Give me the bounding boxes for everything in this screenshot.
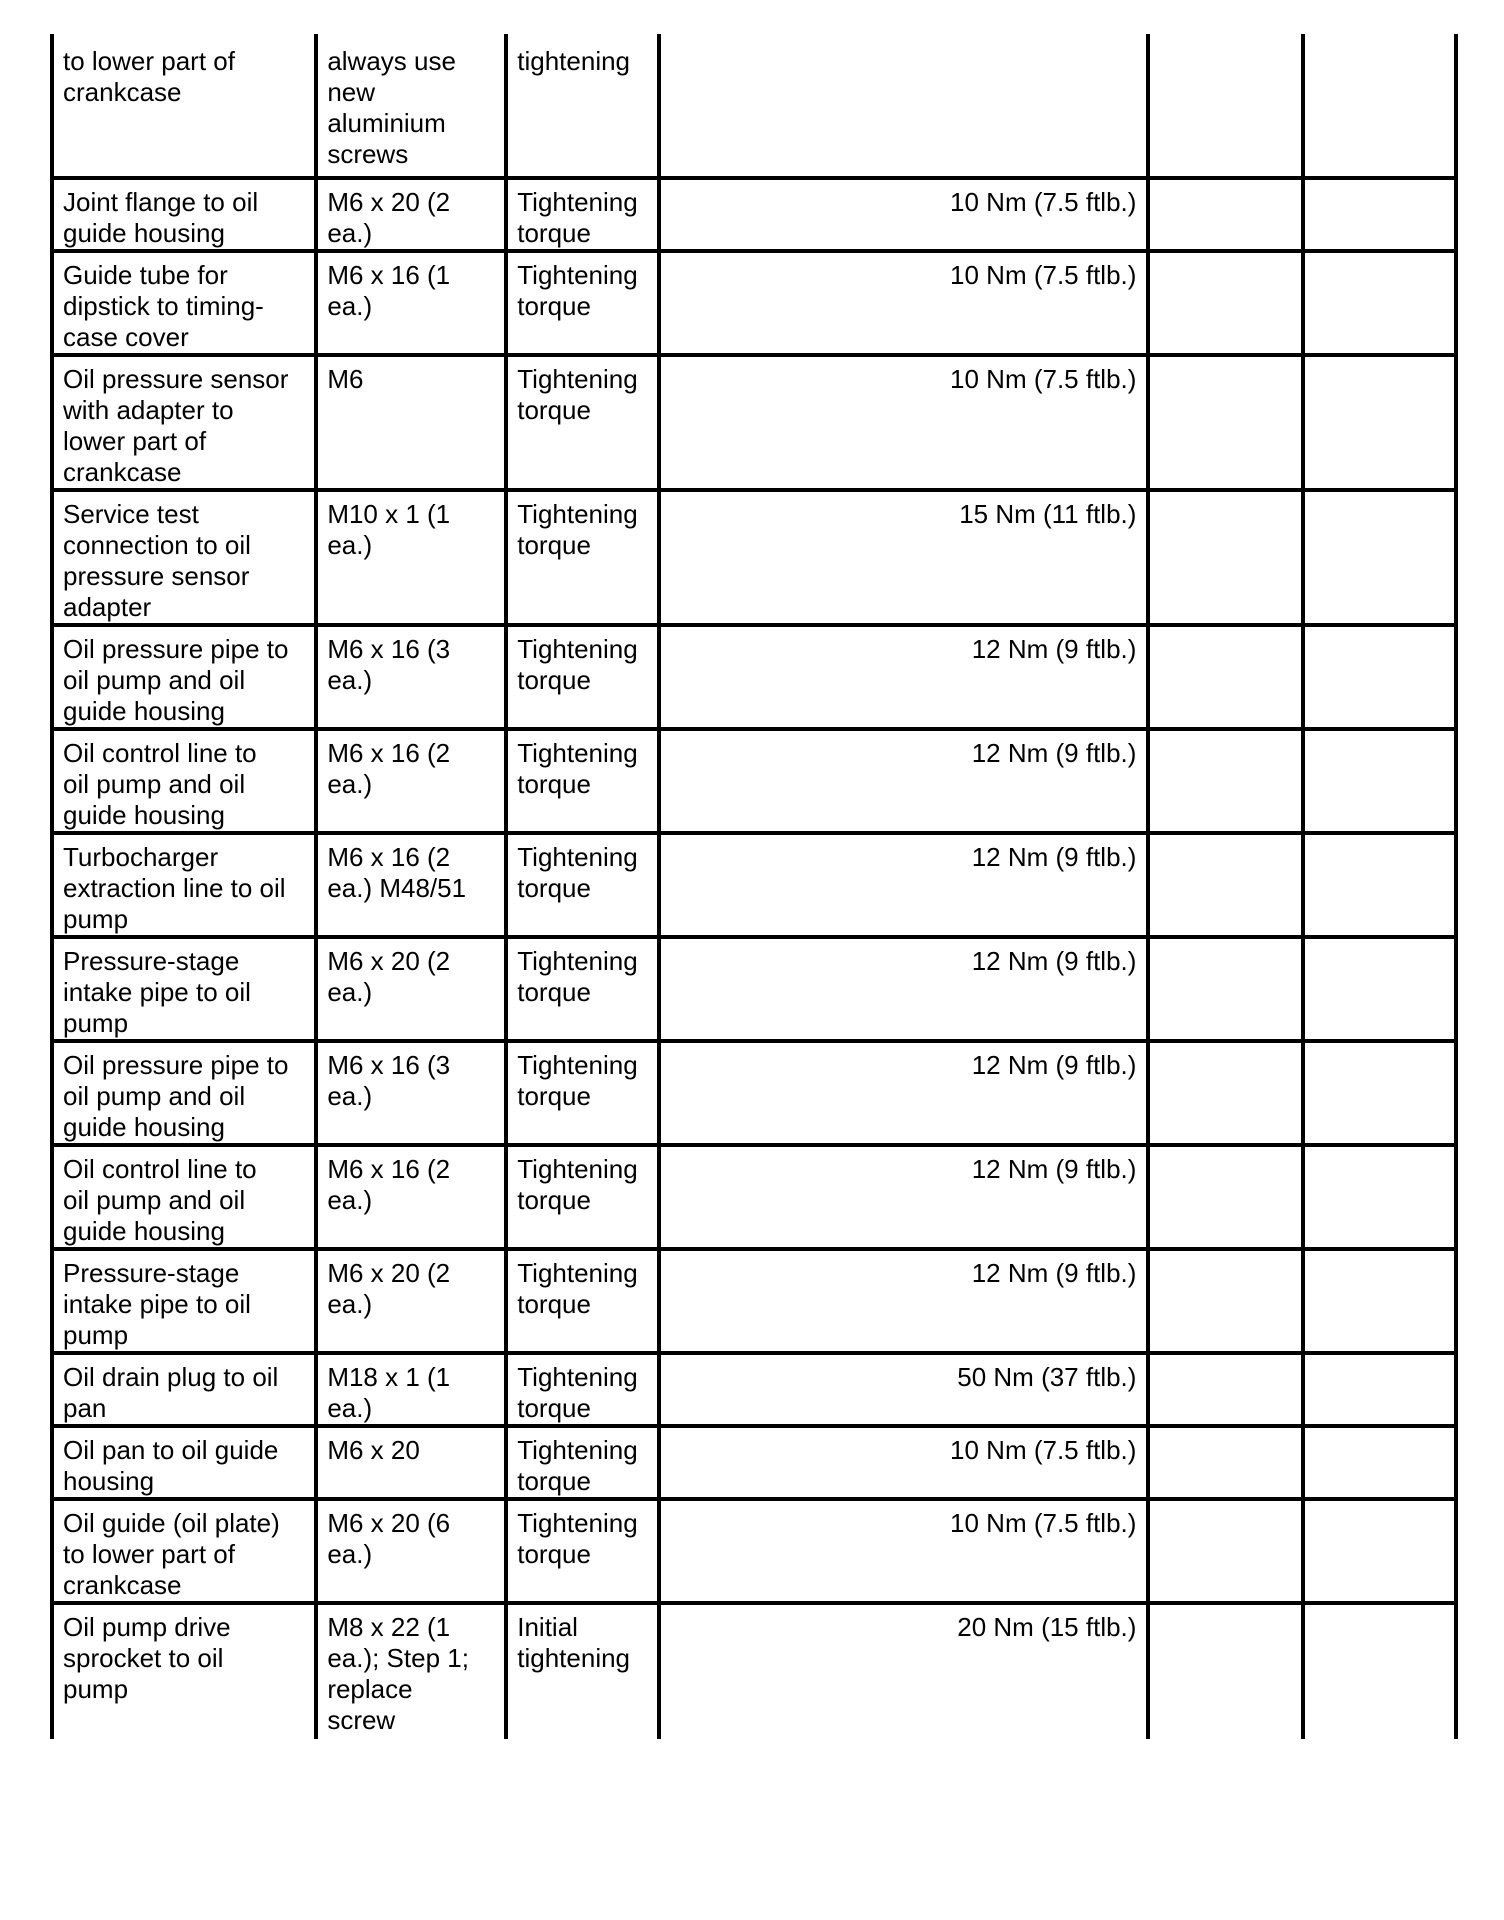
cell-fastener: M18 x 1 (1 ea.)	[316, 1353, 506, 1426]
table-row	[52, 625, 1456, 729]
cell-blank-1	[1148, 178, 1303, 251]
cell-blank-1	[1148, 937, 1303, 1041]
cell-blank-2	[1303, 833, 1456, 937]
cell-fastener: M6 x 20 (2 ea.)	[316, 1249, 506, 1353]
cell-torque-value: 12 Nm (9 ftlb.)	[659, 1041, 1148, 1145]
cell-blank-1	[1148, 251, 1303, 355]
cell-blank-1	[1148, 1041, 1303, 1145]
cell-blank-2	[1303, 729, 1456, 833]
cell-blank-1	[1148, 1145, 1303, 1249]
cell-torque-type: Tightening torque	[506, 729, 659, 833]
cell-component: Oil pressure pipe to oil pump and oil guide housing	[52, 1041, 316, 1145]
cell-component: Pressure-stage intake pipe to oil pump	[52, 937, 316, 1041]
cell-component: Pressure-stage intake pipe to oil pump	[52, 1249, 316, 1353]
table-row	[52, 178, 1456, 251]
cell-blank-1	[1148, 1603, 1303, 1739]
cell-blank-2	[1303, 1249, 1456, 1353]
cell-torque-type: Tightening torque	[506, 1353, 659, 1426]
cell-blank-2	[1303, 1041, 1456, 1145]
cell-fastener: M6 x 20 (2 ea.)	[316, 937, 506, 1041]
cell-blank-1	[1148, 625, 1303, 729]
cell-component: Turbocharger extraction line to oil pump	[52, 833, 316, 937]
table-row	[52, 729, 1456, 833]
cell-torque-value: 12 Nm (9 ftlb.)	[659, 833, 1148, 937]
cell-torque-value: 50 Nm (37 ftlb.)	[659, 1353, 1148, 1426]
cell-blank-1	[1148, 355, 1303, 490]
cell-blank-2	[1303, 937, 1456, 1041]
cell-component: Oil control line to oil pump and oil guide housing	[52, 1145, 316, 1249]
table-row	[52, 1426, 1456, 1499]
cell-component: to lower part of crankcase	[52, 34, 316, 178]
cell-blank-2	[1303, 1145, 1456, 1249]
cell-torque-type: Tightening torque	[506, 937, 659, 1041]
table-row	[52, 34, 1456, 178]
cell-torque-value: 12 Nm (9 ftlb.)	[659, 625, 1148, 729]
cell-torque-type: Tightening torque	[506, 178, 659, 251]
cell-torque-value: 10 Nm (7.5 ftlb.)	[659, 178, 1148, 251]
cell-torque-value: 12 Nm (9 ftlb.)	[659, 729, 1148, 833]
table-row	[52, 833, 1456, 937]
cell-blank-2	[1303, 34, 1456, 178]
cell-blank-2	[1303, 178, 1456, 251]
cell-component: Oil pan to oil guide housing	[52, 1426, 316, 1499]
cell-torque-value: 12 Nm (9 ftlb.)	[659, 1145, 1148, 1249]
table-row	[52, 1041, 1456, 1145]
cell-fastener: M6 x 16 (3 ea.)	[316, 1041, 506, 1145]
cell-blank-1	[1148, 1249, 1303, 1353]
cell-torque-type: Tightening torque	[506, 833, 659, 937]
table-row	[52, 1603, 1456, 1739]
table-row	[52, 1353, 1456, 1426]
cell-torque-value	[659, 34, 1148, 178]
cell-blank-2	[1303, 355, 1456, 490]
cell-torque-type: Tightening torque	[506, 1426, 659, 1499]
cell-blank-1	[1148, 833, 1303, 937]
cell-torque-value: 12 Nm (9 ftlb.)	[659, 937, 1148, 1041]
torque-spec-table	[50, 34, 1458, 1739]
cell-torque-type: Tightening torque	[506, 625, 659, 729]
table-row	[52, 1499, 1456, 1603]
cell-fastener: M6 x 16 (1 ea.)	[316, 251, 506, 355]
cell-component: Guide tube for dipstick to timing- case cover	[52, 251, 316, 355]
table-row	[52, 355, 1456, 490]
cell-fastener: always use new aluminium screws	[316, 34, 506, 178]
cell-blank-2	[1303, 625, 1456, 729]
cell-torque-value: 10 Nm (7.5 ftlb.)	[659, 1426, 1148, 1499]
cell-torque-type: tightening	[506, 34, 659, 178]
cell-fastener: M6 x 20	[316, 1426, 506, 1499]
cell-torque-type: Tightening torque	[506, 1249, 659, 1353]
cell-blank-2	[1303, 1499, 1456, 1603]
cell-torque-value: 10 Nm (7.5 ftlb.)	[659, 1499, 1148, 1603]
cell-fastener: M6 x 20 (6 ea.)	[316, 1499, 506, 1603]
cell-torque-value: 10 Nm (7.5 ftlb.)	[659, 355, 1148, 490]
table-row	[52, 1249, 1456, 1353]
cell-component: Oil drain plug to oil pan	[52, 1353, 316, 1426]
cell-component: Oil pressure sensor with adapter to lower part of crankcase	[52, 355, 316, 490]
cell-torque-type: Initial tightening	[506, 1603, 659, 1739]
cell-blank-1	[1148, 1426, 1303, 1499]
cell-torque-value: 15 Nm (11 ftlb.)	[659, 490, 1148, 625]
cell-fastener: M6 x 16 (2 ea.)	[316, 1145, 506, 1249]
cell-fastener: M6 x 16 (2 ea.)	[316, 729, 506, 833]
cell-torque-type: Tightening torque	[506, 1145, 659, 1249]
cell-torque-value: 20 Nm (15 ftlb.)	[659, 1603, 1148, 1739]
table-row	[52, 937, 1456, 1041]
cell-fastener: M6 x 16 (2 ea.) M48/51	[316, 833, 506, 937]
table-row	[52, 1145, 1456, 1249]
table-body	[52, 34, 1456, 1739]
cell-torque-type: Tightening torque	[506, 251, 659, 355]
cell-blank-2	[1303, 490, 1456, 625]
cell-component: Joint flange to oil guide housing	[52, 178, 316, 251]
torque-spec-sheet	[50, 34, 1458, 1739]
cell-blank-1	[1148, 729, 1303, 833]
cell-component: Service test connection to oil pressure sensor adapter	[52, 490, 316, 625]
cell-blank-2	[1303, 1603, 1456, 1739]
cell-blank-2	[1303, 1353, 1456, 1426]
cell-torque-type: Tightening torque	[506, 1041, 659, 1145]
cell-torque-type: Tightening torque	[506, 355, 659, 490]
cell-fastener: M6	[316, 355, 506, 490]
cell-fastener: M8 x 22 (1 ea.); Step 1; replace screw	[316, 1603, 506, 1739]
cell-component: Oil pump drive sprocket to oil pump	[52, 1603, 316, 1739]
cell-component: Oil pressure pipe to oil pump and oil guide housing	[52, 625, 316, 729]
cell-blank-1	[1148, 1353, 1303, 1426]
cell-blank-1	[1148, 1499, 1303, 1603]
cell-torque-type: Tightening torque	[506, 490, 659, 625]
cell-torque-type: Tightening torque	[506, 1499, 659, 1603]
cell-component: Oil control line to oil pump and oil guide housing	[52, 729, 316, 833]
cell-blank-2	[1303, 1426, 1456, 1499]
cell-fastener: M6 x 20 (2 ea.)	[316, 178, 506, 251]
table-row	[52, 490, 1456, 625]
cell-blank-2	[1303, 251, 1456, 355]
cell-torque-value: 12 Nm (9 ftlb.)	[659, 1249, 1148, 1353]
cell-fastener: M6 x 16 (3 ea.)	[316, 625, 506, 729]
cell-fastener: M10 x 1 (1 ea.)	[316, 490, 506, 625]
table-row	[52, 251, 1456, 355]
cell-torque-value: 10 Nm (7.5 ftlb.)	[659, 251, 1148, 355]
cell-blank-1	[1148, 490, 1303, 625]
cell-blank-1	[1148, 34, 1303, 178]
cell-component: Oil guide (oil plate) to lower part of crankcase	[52, 1499, 316, 1603]
